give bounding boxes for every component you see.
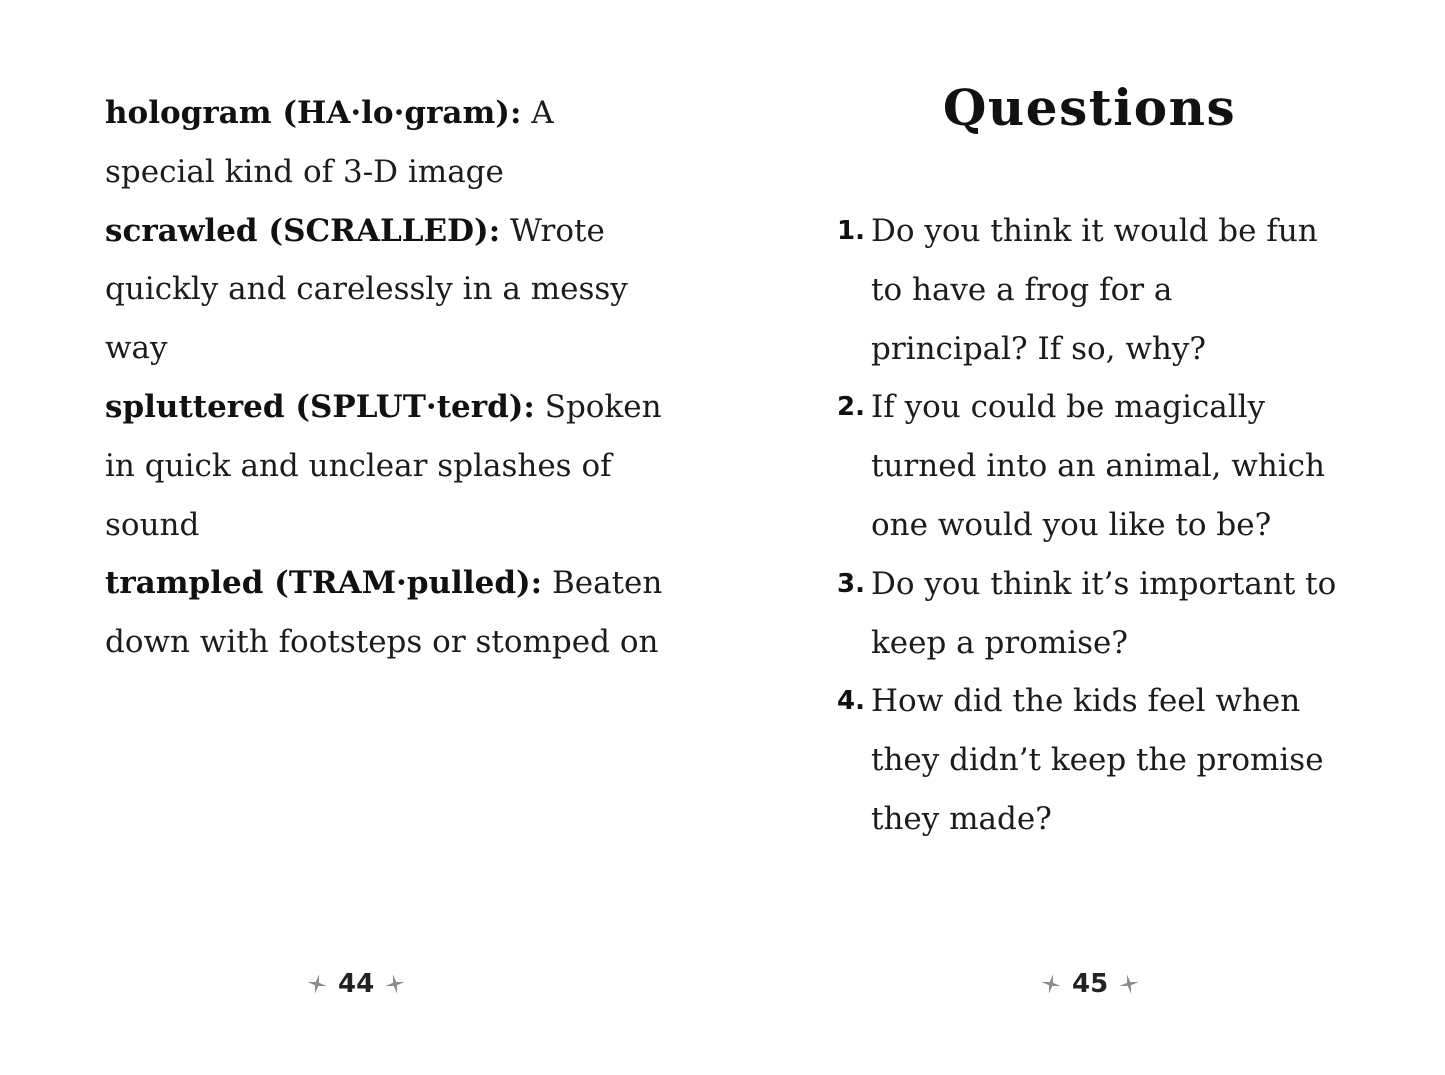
page-number: 45: [1072, 969, 1109, 999]
question-item: [837, 202, 1337, 378]
glossary-entry-scrawled: [105, 202, 665, 378]
question-item: [837, 555, 1337, 673]
glossary-definition: Wrote quickly and carelessly in a messy way: [105, 212, 628, 367]
question-item: [837, 672, 1337, 848]
question-number: 1.: [837, 216, 865, 246]
sparkle-star-icon: [384, 973, 406, 995]
question-number: 4.: [837, 686, 865, 717]
page-number: 44: [338, 969, 375, 999]
glossary-entry-spluttered: [105, 378, 665, 554]
glossary-entry-trampled: [105, 554, 665, 672]
glossary-entry-hologram: [105, 84, 665, 202]
questions-list: [837, 202, 1337, 849]
page-number-right: [1040, 962, 1140, 1006]
question-number: 3.: [837, 568, 865, 599]
sparkle-star-icon: [1118, 973, 1140, 995]
question-text: Do you think it’s important to keep a promise?: [871, 565, 1337, 661]
glossary-definition: Beaten down with footsteps or stomped on: [105, 565, 663, 661]
glossary-definition: A special kind of 3-D image: [105, 95, 554, 190]
glossary-term: trampled (TRAM·pulled):: [105, 565, 543, 602]
glossary-term: scrawled (SCRALLED):: [105, 212, 501, 249]
question-text: If you could be magically turned into an animal, which one would you like to be?: [871, 389, 1326, 543]
glossary-term: hologram (HA·lo·gram):: [105, 95, 522, 131]
questions-heading: Questions: [942, 78, 1237, 137]
question-text: Do you think it would be fun to have a frog for a principal? If so, why?: [871, 213, 1318, 367]
glossary: [105, 84, 665, 672]
question-item: [837, 378, 1337, 554]
glossary-term: spluttered (SPLUT·terd):: [105, 388, 535, 425]
sparkle-star-icon: [1040, 973, 1062, 995]
page-number-left: [306, 962, 406, 1006]
question-number: 2.: [837, 392, 865, 423]
sparkle-star-icon: [306, 973, 328, 995]
left-page: [0, 0, 722, 1075]
right-page: [722, 0, 1445, 1075]
question-text: How did the kids feel when they didn’t keep the promise they made?: [871, 683, 1324, 837]
glossary-definition: Spoken in quick and unclear splashes of sound: [105, 388, 662, 543]
